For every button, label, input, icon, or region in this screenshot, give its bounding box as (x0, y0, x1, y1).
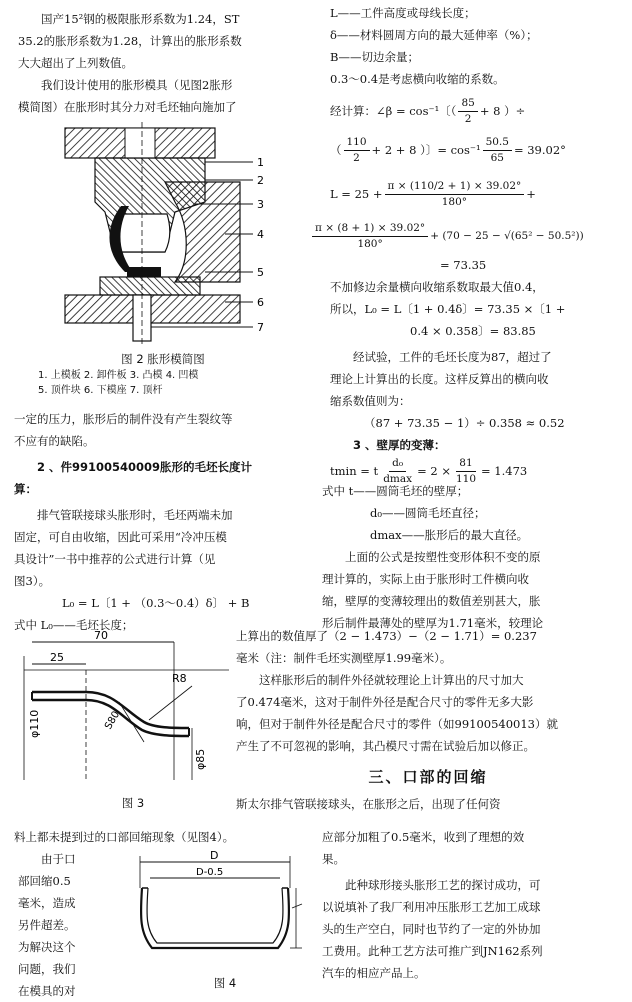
section2-body-2: 固定，可自由收缩，因此可采用“冷冲压模 (14, 530, 227, 544)
bottom-right-line-5: 头的生产空白，同时也节约了一定的外协加 (322, 922, 541, 936)
section2-title-line-2: 算： (14, 482, 37, 496)
thickness-line-3: 这样胀形后的制件外径就较理论上计算出的尺寸加大 (259, 673, 524, 687)
tmin-frac1-den: dmax (383, 472, 413, 485)
calc-L-frac2-den: 180° (357, 237, 383, 250)
figure-2-die-drawing (55, 122, 275, 344)
calc-beta-start: ∠β = cos⁻¹〔（ (376, 104, 457, 118)
thickness-line-2: 毫米（注：制件毛坯实测壁厚1.99毫米）。 (236, 651, 452, 665)
section-heading-mouth: 三、口部的回缩 (368, 768, 488, 786)
fig3-dim-phi110: φ110 (28, 709, 41, 738)
calc-beta-line2-open: （ (330, 143, 342, 157)
def-line-2: δ——材料圆周方向的最大延伸率（%）； (330, 28, 538, 42)
mouth-block (14, 826, 310, 848)
section2-title-line-1: 2 、件99100540009胀形的毛坯长度计 (37, 460, 253, 474)
left-column-mid (14, 408, 308, 636)
design-line-1: 我们设计使用的胀形模具（见图2胀形 (41, 78, 233, 92)
tmin-def-2: d₀——圆筒毛坯直径； (370, 506, 486, 520)
def-line-4: 0.3～0.4是考虑横向收缩的系数。 (330, 72, 505, 86)
calc-beta-line2-mid: + 2 + 8 ）〕= cos⁻¹ (371, 143, 481, 157)
calc-L-line-1 (330, 176, 620, 212)
fig2-callout-6: 6 (257, 296, 264, 309)
intro-line-1: 国产15²钢的极限胀形系数为1.24，ST (41, 12, 240, 26)
mouth-line-1: 料上都未提到过的口部回缩现象（见图4）。 (14, 830, 235, 844)
test-line-2: 理论上计算出的长度。这样反算出的横向收 (330, 372, 549, 386)
fig3-caption: 图 3 (121, 796, 145, 810)
fig4-dim-D05: D-0.5 (196, 867, 224, 878)
intro-line-2: 35.2的胀形系数为1.28，计算出的胀形系数 (18, 34, 242, 48)
calc-L-line-2 (310, 218, 620, 254)
fig2-callout-5: 5 (257, 266, 264, 279)
fig3-dim-R8: R8 (172, 672, 187, 685)
after-fig2-line-1: 一定的压力，胀形后的制件没有产生裂纹等 (14, 412, 233, 426)
trim-line-3: 0.4 × 0.358〕= 83.85 (410, 324, 536, 338)
section2-body-4: 图3）。 (14, 574, 51, 588)
mouth-line-8: 在模具的对 (18, 984, 76, 998)
tmin-frac1-num: d₀ (389, 456, 406, 472)
calc-L-result: = 73.35 (440, 258, 487, 272)
thickness-block (236, 625, 620, 815)
principle-line-1: 上面的公式是按塑性变形体积不变的原 (345, 550, 541, 564)
thickness-line-6: 产生了不可忽视的影响，其凸模尺寸需在试验后加以修正。 (236, 739, 535, 753)
tmin-result: = 1.473 (481, 464, 528, 478)
section2-body-3: 具设计”一书中推荐的公式进行计算（见 (14, 552, 216, 566)
bottom-right-line-3: 此种球形接头胀形工艺的探讨成功，可 (345, 878, 541, 892)
principle-line-4: 形后制件最薄处的壁厚为1.71毫米，较理论 (322, 616, 544, 630)
calc-L-frac2-num: π × (8 + 1) × 39.02° (312, 221, 428, 237)
mouth-narrow-block (18, 848, 110, 1002)
mouth-line-5: 另件超差。 (18, 918, 76, 932)
tmin-frac2-num: 81 (456, 456, 475, 472)
intro-line-3: 大大超出了上列数值。 (18, 56, 133, 70)
calc-label: 经计算： (330, 104, 376, 118)
left-column (18, 8, 308, 118)
tmin-def-1: 式中 t——圆筒毛坯的壁厚； (322, 484, 469, 498)
test-line-1: 经试验，工件的毛坯长度为87，超过了 (353, 350, 552, 364)
figure-4-cup-drawing (120, 848, 310, 963)
fig3-dim-phi85: φ85 (194, 748, 207, 770)
formula-L0: L₀ = L〔1 + （0.3～0.4）δ〕 + B (62, 596, 250, 610)
calc-beta-mid: + 8 ）÷ (479, 104, 526, 118)
thickness-line-4: 了0.474毫米，这对于制件外径是配合尺寸的零件无多大影 (236, 695, 534, 709)
sidus-line: 斯太尔排气管联接球头，在胀形之后，出现了任何资 (236, 797, 501, 811)
bottom-right-line-6: 工费用。此种工艺方法可推广到JN162系列 (322, 944, 543, 958)
fig2-legend-1: 1. 上模板 2. 卸件板 3. 凸模 4. 凹模 (38, 370, 199, 381)
thickness-line-5: 响，但对于制件外径是配合尺寸的零件（如99100540013）就 (236, 717, 558, 731)
calc-L-frac1-den: 180° (441, 195, 468, 208)
section2-body-1: 排气管联接球头胀形时，毛坯两端未加 (37, 508, 233, 522)
after-fig2-line-2: 不应有的缺陷。 (14, 434, 95, 448)
calc-beta-line-2 (330, 134, 620, 166)
principle-line-2: 理计算的，实际上由于胀形时工件横向收 (322, 572, 529, 586)
bottom-right-line-4: 以说填补了我厂利用冲压胀形工艺加工成球 (322, 900, 541, 914)
fig3-dim-S80: S80 (103, 709, 123, 732)
fig3-dim-25: 25 (50, 651, 64, 664)
fig2-callout-3: 3 (257, 198, 264, 211)
fig4-caption-block (150, 972, 300, 994)
tmin-mid: = 2 × (417, 464, 451, 478)
def-line-3: B——切边余量； (330, 50, 419, 64)
calc-L-plus: + (526, 187, 536, 201)
calc-L-tail: + (70 − 25 − √(65² − 50.5²)) (430, 230, 584, 242)
fig2-callout-2: 2 (257, 174, 264, 187)
figure-3-blank-drawing (14, 630, 239, 785)
fig4-dim-D: D (210, 849, 219, 862)
mouth-line-3: 部回缩0.5 (18, 874, 71, 888)
mouth-line-4: 毫米，造成 (18, 896, 76, 910)
calc-beta-frac1-num: 85 (458, 96, 477, 112)
mouth-line-7: 问题，我们 (18, 962, 76, 976)
mouth-line-6: 为解决这个 (18, 940, 76, 954)
calc-L-start: L = 25 + (330, 187, 383, 201)
test-line-3: 缩系数值则为： (330, 394, 411, 408)
tmin-defs (322, 480, 620, 634)
fig3-caption-block (18, 792, 248, 814)
calc-beta-frac1-den: 2 (464, 112, 472, 125)
fig2-legend-2: 5. 顶件块 6. 下模座 7. 顶杆 (38, 385, 163, 396)
def-line-1: L——工件高度或母线长度； (330, 6, 476, 20)
design-line-2: 模简图）在胀形时其分力对毛坯轴向施加了 (18, 100, 237, 114)
calc-beta-line-1 (330, 96, 620, 126)
calc-beta-frac2-num: 110 (344, 135, 370, 151)
right-column (315, 2, 620, 486)
fig2-caption-block (18, 350, 308, 398)
trim-line-1: 不加修边余量横向收缩系数取最大值0.4， (330, 280, 544, 294)
thickness-line-1: 上算出的数值厚了（2 − 1.473）−（2 − 1.71）= 0.237 (236, 629, 537, 643)
calc-beta-frac2-den: 2 (353, 151, 360, 164)
tmin-def-3: dmax——胀形后的最大直径。 (370, 528, 529, 542)
bottom-right-line-1: 应部分加粗了0.5毫米，收到了理想的效 (322, 830, 525, 844)
reverse-formula: （87 + 73.35 − 1）÷ 0.358 ≈ 0.52 (364, 416, 565, 430)
calc-beta-frac3-num: 50.5 (483, 135, 512, 151)
mouth-line-2: 由于口 (41, 852, 76, 866)
fig2-callout-1: 1 (257, 156, 264, 169)
fig2-callout-4: 4 (257, 228, 264, 241)
trim-line-2: 所以，L₀ = L〔1 + 0.4δ〕= 73.35 ×〔1 + (330, 302, 566, 316)
calc-L-frac1-num: π × (110/2 + 1) × 39.02° (385, 179, 525, 195)
section3-title: 3 、壁厚的变薄： (353, 438, 446, 452)
bottom-right-line-7: 汽车的相应产品上。 (322, 966, 426, 980)
fig3-dim-70: 70 (94, 630, 108, 642)
calc-beta-result: = 39.02° (513, 143, 566, 157)
fig2-caption: 图 2 胀形模简图 (121, 352, 205, 366)
where-L0: 式中 L₀——毛坯长度； (14, 618, 134, 632)
fig4-caption: 图 4 (213, 976, 237, 990)
tmin-frac2-den: 110 (455, 472, 477, 485)
bottom-right-line-2: 果。 (322, 852, 345, 866)
calc-beta-frac3-den: 65 (490, 151, 504, 164)
tmin-left: tmin = t (330, 464, 379, 478)
fig2-callout-7: 7 (257, 321, 264, 334)
principle-line-3: 缩，壁厚的变薄较理出的数值差别甚大，胀 (322, 594, 541, 608)
bottom-right-block (322, 826, 620, 984)
